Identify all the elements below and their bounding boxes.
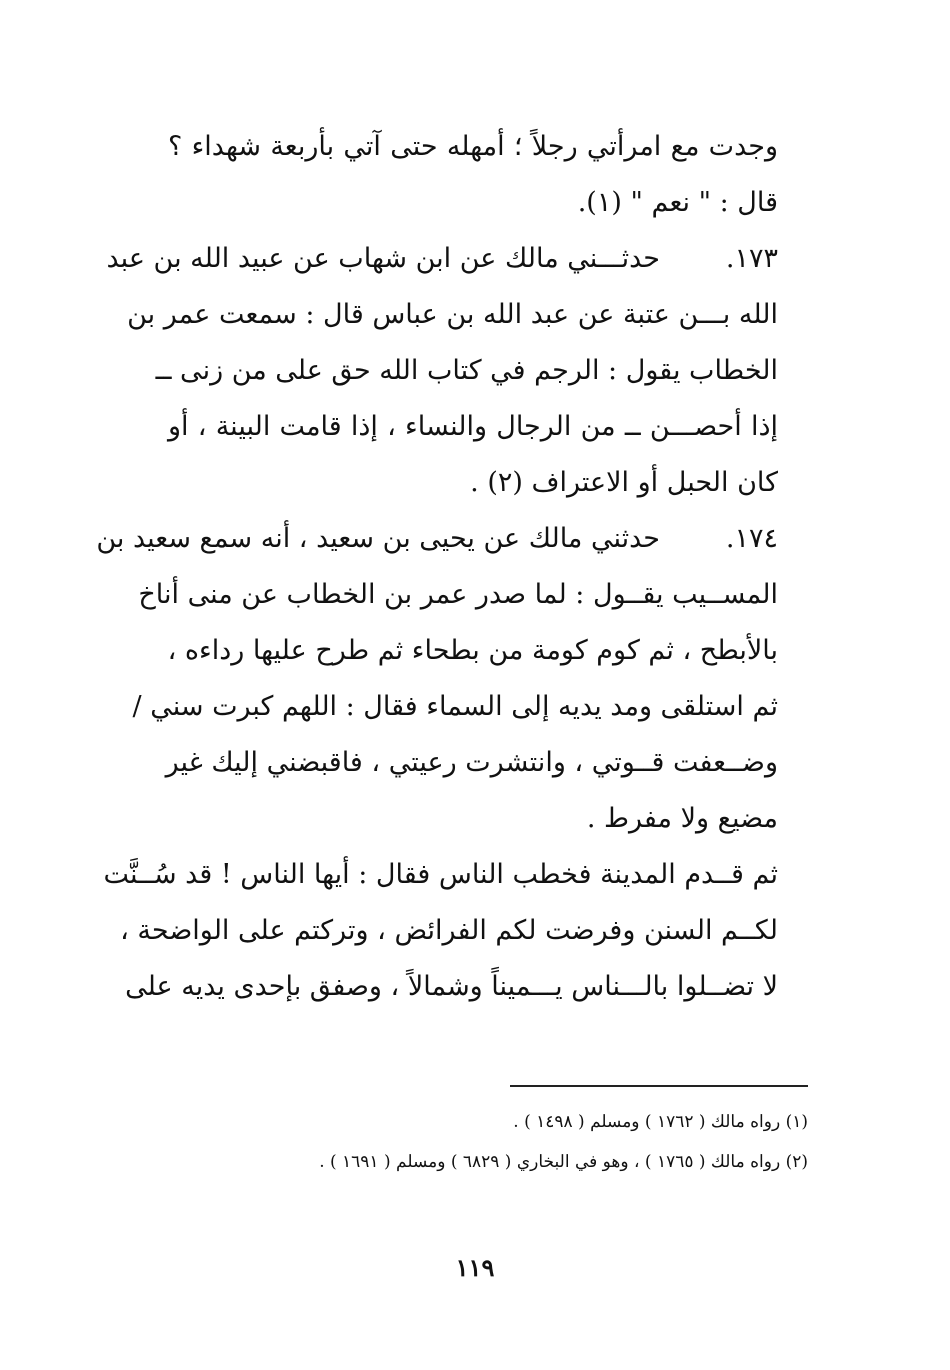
text-line: بالأبطح ، ثم كوم كومة من بطحاء ثم طرح عليها رداءه ، (167, 635, 778, 666)
text-line: وجدت مع امرأتي رجلاً ؛ أمهله حتى آتي بأربعة شهداء ؟ (168, 131, 778, 162)
text-line: مضيع ولا مفرط . (586, 803, 778, 834)
text-line: حدثـــني مالك عن ابن شهاب عن عبيد الله بن عبد (106, 243, 660, 274)
text-line: الخطاب يقول : الرجم في كتاب الله حق على من زنى ــ (155, 355, 778, 386)
footnote: (١) رواه مالك ( ١٧٦٢ ) ومسلم ( ١٤٩٨ ) . (513, 1112, 808, 1132)
text-line: المســيب يقــول : لما صدر عمر بن الخطاب عن منى أناخ (138, 579, 778, 610)
footnote: (٢) رواه مالك ( ١٧٦٥ ) ، وهو في البخاري ( ٦٨٢٩ ) ومسلم ( ١٦٩١ ) . (319, 1152, 808, 1172)
text-line: ثم استلقى ومد يديه إلى السماء فقال : اللهم كبرت سني / (132, 691, 778, 722)
hadith-number: ١٧٤. (725, 523, 778, 554)
page-number: ١١٩ (455, 1253, 495, 1282)
text-line: لا تضــلوا بالـــناس يـــميناً وشمالاً ، وصفق بإحدى يديه على (125, 971, 778, 1002)
footnote-separator (510, 1085, 808, 1087)
hadith-number: ١٧٣. (725, 243, 778, 274)
text-line: كان الحبل أو الاعتراف (٢) . (470, 467, 778, 498)
text-line: ثم قــدم المدينة فخطب الناس فقال : أيها الناس ! قد سُــنَّت (103, 859, 778, 890)
text-line: الله بـــن عتبة عن عبد الله بن عباس قال : سمعت عمر بن (127, 299, 778, 330)
text-line: وضــعفت قــوتي ، وانتشرت رعيتي ، فاقبضني إليك غير (165, 747, 778, 778)
text-line: قال : " نعم " (١). (577, 187, 778, 218)
text-line: إذا أحصـــن ــ من الرجال والنساء ، إذا قامت البينة ، أو (168, 411, 778, 442)
text-line: لكــم السنن وفرضت لكم الفرائض ، وتركتم على الواضحة ، (120, 915, 778, 946)
text-line: حدثني مالك عن يحيى بن سعيد ، أنه سمع سعيد بن (96, 523, 660, 554)
